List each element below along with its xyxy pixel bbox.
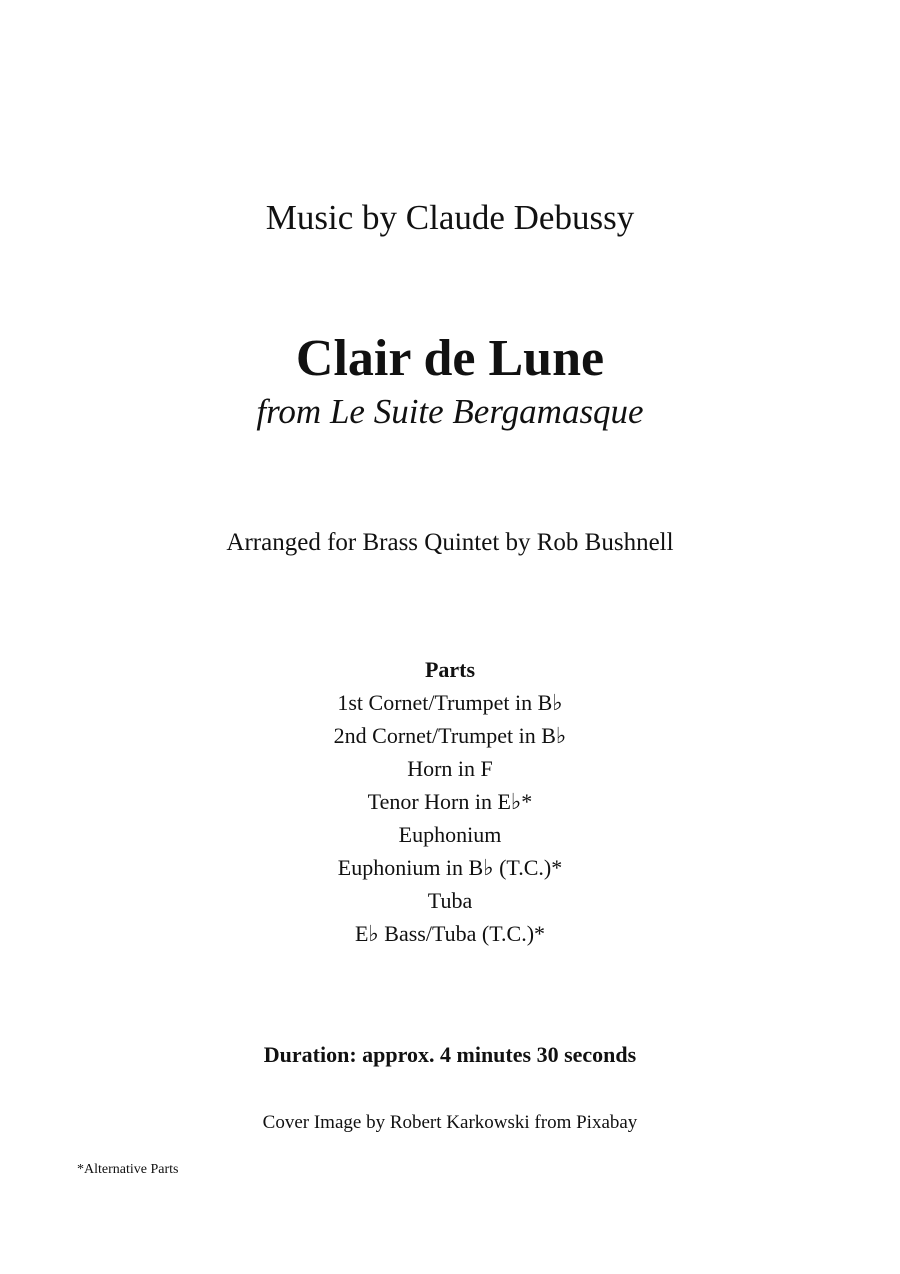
page-title: Clair de Lune <box>295 330 605 387</box>
composer-credit: Music by Claude Debussy <box>265 198 635 237</box>
cover-image-credit: Cover Image by Robert Karkowski from Pixabay <box>262 1112 638 1133</box>
part-item: Horn in F <box>407 756 493 781</box>
part-item: 1st Cornet/Trumpet in B♭ <box>337 690 563 715</box>
part-item: 2nd Cornet/Trumpet in B♭ <box>333 723 567 748</box>
part-item: Euphonium in B♭ (T.C.)* <box>337 855 563 880</box>
arranger-credit: Arranged for Brass Quintet by Rob Bushnell <box>226 529 674 556</box>
parts-heading: Parts <box>424 657 476 682</box>
parts-list <box>0 686 900 950</box>
part-item: Tuba <box>427 888 473 913</box>
part-item: E♭ Bass/Tuba (T.C.)* <box>354 921 546 946</box>
alternative-parts-footnote: *Alternative Parts <box>77 1162 179 1177</box>
duration-text: Duration: approx. 4 minutes 30 seconds <box>263 1042 637 1067</box>
part-item: Tenor Horn in E♭* <box>367 789 533 814</box>
part-item: Euphonium <box>398 822 502 847</box>
subtitle: from Le Suite Bergamasque <box>256 392 644 431</box>
